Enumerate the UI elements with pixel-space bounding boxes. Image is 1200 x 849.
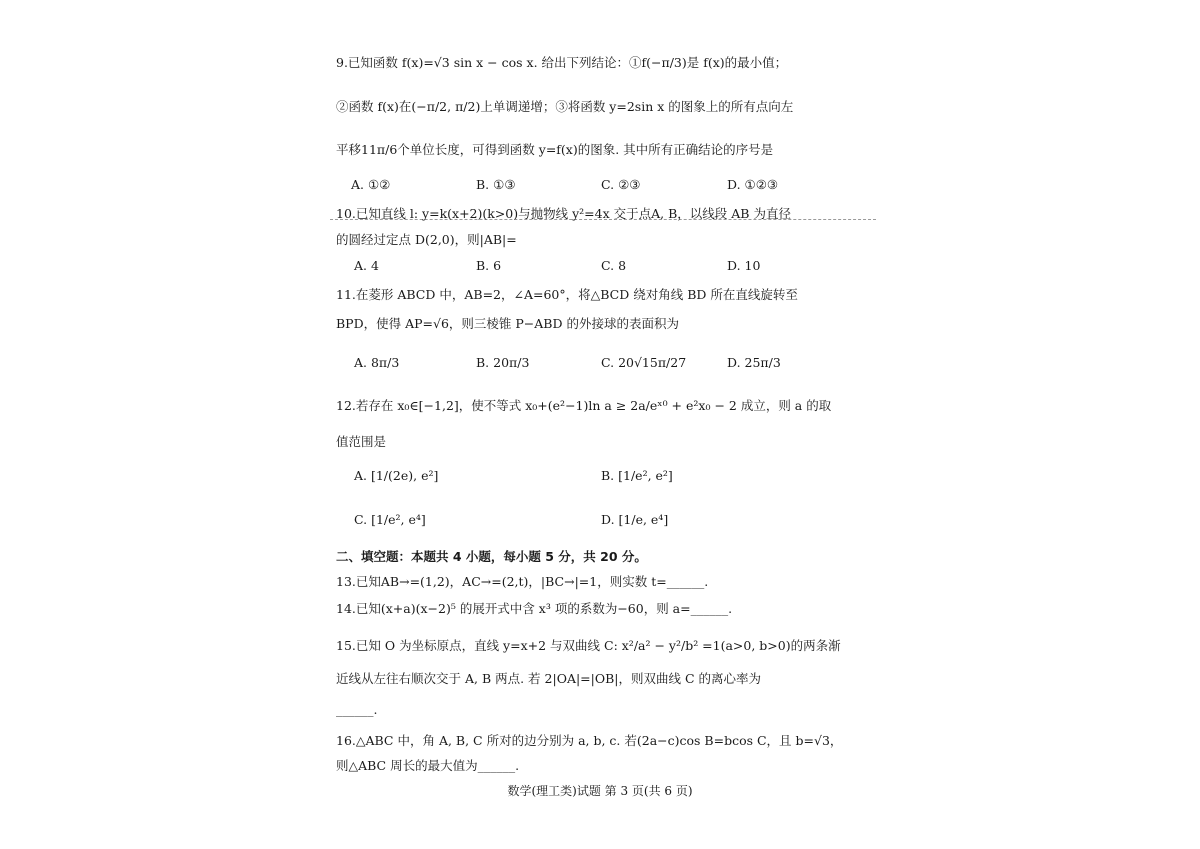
question-12-option-d: D. [1/e, e⁴] bbox=[601, 512, 669, 527]
question-15-line-1: 15.已知 O 为坐标原点，直线 y=x+2 与双曲线 C: x²/a² − y²/b² =1(a>0, b>0)的两条渐 bbox=[336, 638, 841, 653]
question-12-line-2: 值范围是 bbox=[336, 434, 387, 449]
question-10-line-2: 的圆经过定点 D(2,0)，则|AB|= bbox=[336, 232, 517, 247]
question-9-line-3: 平移11π/6个单位长度，可得到函数 y=f(x)的图象. 其中所有正确结论的序号是 bbox=[336, 142, 774, 157]
question-12-option-c: C. [1/e², e⁴] bbox=[354, 512, 426, 527]
question-9-line-1: 9.已知函数 f(x)=√3 sin x − cos x. 给出下列结论：①f(−π/3)是 f(x)的最小值； bbox=[336, 55, 788, 70]
question-16-line-1: 16.△ABC 中，角 A, B, C 所对的边分别为 a, b, c. 若(2a−c)cos B=bcos C，且 b=√3， bbox=[336, 733, 843, 748]
question-9-line-2: ②函数 f(x)在(−π/2, π/2)上单调递增；③将函数 y=2sin x 的图象上的所有点向左 bbox=[336, 99, 794, 114]
page-footer: 数学(理工类)试题 第 3 页(共 6 页) bbox=[507, 784, 693, 798]
question-16-line-2: 则△ABC 周长的最大值为______. bbox=[336, 758, 520, 773]
question-15-line-3: ______. bbox=[336, 702, 378, 717]
question-11-line-1: 11.在菱形 ABCD 中，AB=2，∠A=60°，将△BCD 绕对角线 BD 所在直线旋转至 bbox=[336, 287, 798, 302]
question-10-line-1: 10.已知直线 l: y=k(x+2)(k>0)与抛物线 y²=4x 交于点A, B，以线段 AB 为直径 bbox=[336, 206, 791, 221]
question-10-option-b: B. 6 bbox=[476, 258, 502, 273]
question-11-option-a: A. 8π/3 bbox=[354, 355, 400, 370]
question-10-option-a: A. 4 bbox=[354, 258, 379, 273]
question-9-option-a: A. ①② bbox=[351, 177, 391, 192]
question-12-option-b: B. [1/e², e²] bbox=[601, 468, 673, 483]
question-13: 13.已知AB→=(1,2)，AC→=(2,t)，|BC→|=1，则实数 t=______. bbox=[336, 574, 709, 589]
question-11-line-2: BPD，使得 AP=√6，则三棱锥 P−ABD 的外接球的表面积为 bbox=[336, 316, 679, 331]
question-12-line-1: 12.若存在 x₀∈[−1,2]，使不等式 x₀+(e²−1)ln a ≥ 2a/eˣ⁰ + e²x₀ − 2 成立，则 a 的取 bbox=[336, 398, 832, 413]
section-heading-fill-in: 二、填空题：本题共 4 小题，每小题 5 分，共 20 分。 bbox=[336, 549, 647, 564]
question-11-option-d: D. 25π/3 bbox=[727, 355, 781, 370]
question-15-line-2: 近线从左往右顺次交于 A, B 两点. 若 2|OA|=|OB|，则双曲线 C 的离心率为 bbox=[336, 671, 762, 686]
question-11-option-c: C. 20√15π/27 bbox=[601, 355, 687, 370]
question-9-option-d: D. ①②③ bbox=[727, 177, 779, 192]
question-14: 14.已知(x+a)(x−2)⁵ 的展开式中含 x³ 项的系数为−60，则 a=______. bbox=[336, 601, 733, 616]
question-11-option-b: B. 20π/3 bbox=[476, 355, 530, 370]
question-10-option-c: C. 8 bbox=[601, 258, 627, 273]
question-9-option-c: C. ②③ bbox=[601, 177, 641, 192]
question-10-option-d: D. 10 bbox=[727, 258, 761, 273]
question-9-option-b: B. ①③ bbox=[476, 177, 516, 192]
question-12-option-a: A. [1/(2e), e²] bbox=[354, 468, 439, 483]
